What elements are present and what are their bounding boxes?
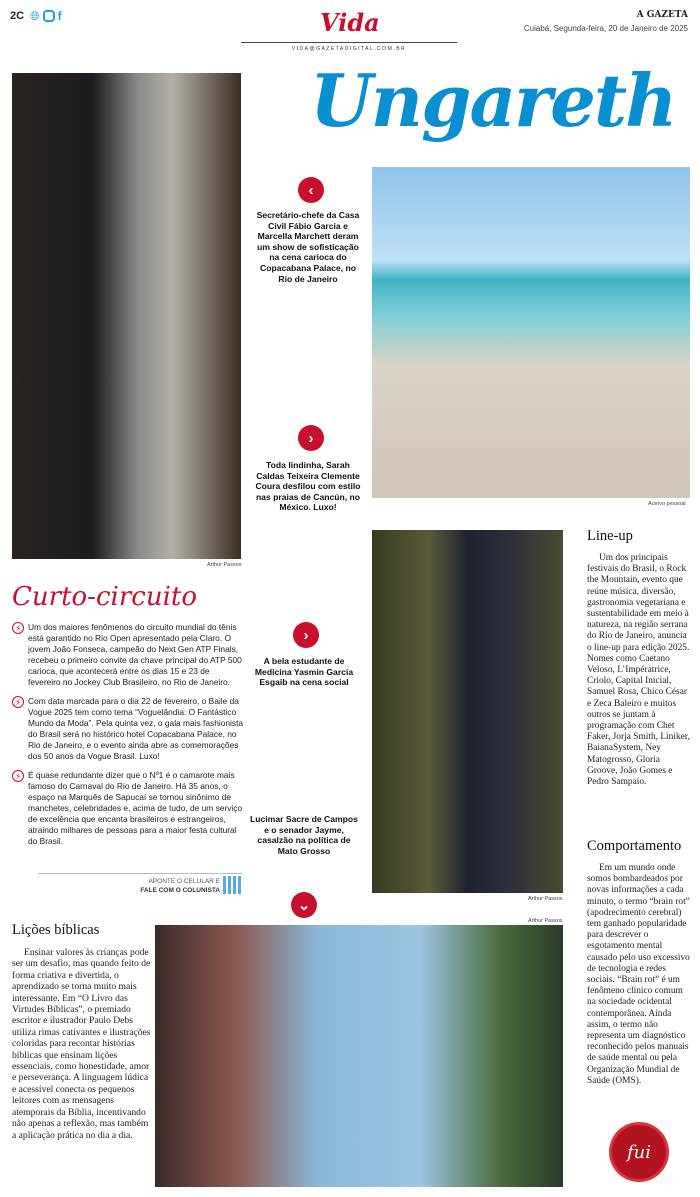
comportamento-title: Comportamento: [587, 838, 682, 854]
comportamento: [587, 838, 692, 1087]
page-number: 2C: [10, 10, 25, 22]
licoes-biblicas: [12, 922, 152, 1141]
photo-couple-politics: [155, 925, 563, 1187]
newspaper-logo: A GAZETA: [636, 10, 688, 20]
comportamento-text: Em um mundo onde somos bombardeados por novas informações a cada minuto, o termo “brain rot” (apodrecimento cerebral) tem ganhado popularidade para descrever o esgotamento mental causado pelo uso excessivo de tecnologia e redes sociais. “Brain rot” é um fenômeno clínico comum na sociedade ocidental contemporânea. Ainda assim, o termo não representa um diagnóstico reconhecido pelos manuais de saúde mental ou pela Organização Mundial de Saúde (OMS).: [587, 863, 690, 1086]
arrow-right-icon: ›: [298, 425, 324, 451]
photo-caption: A bela estudante de Medicina Yasmin Garcia Esgaib na cena social: [254, 656, 354, 688]
section-title: Vida: [320, 8, 380, 37]
section-email[interactable]: VIDA@GAZETADIGITAL.COM.BR: [291, 46, 407, 52]
photo-couple-gala: [12, 73, 241, 559]
photo-credit: Arthur Passos: [528, 896, 563, 902]
arrow-left-icon: ‹: [298, 177, 324, 203]
arrow-right-icon: ›: [293, 622, 319, 648]
dateline: Cuiabá, Segunda-feira, 20 de Janeiro de 2025: [523, 24, 688, 33]
photo-caption: Toda lindinha, Sarah Caldas Teixeira Clemente Coura desfilou com estilo nas praias de Cancún, no México. Luxo!: [255, 460, 361, 513]
column-title: Ungareth: [310, 58, 676, 143]
globe-icon[interactable]: 🌐︎: [30, 9, 40, 23]
fui-seal: [612, 1125, 666, 1179]
arrow-down-icon: ⌄: [291, 892, 317, 918]
instagram-icon[interactable]: [43, 10, 55, 22]
qr-code[interactable]: [223, 876, 241, 894]
photo-student: [372, 530, 563, 893]
lineup: [587, 528, 692, 788]
photo-credit: Arthur Passos: [528, 918, 563, 924]
qr-prompt: APONTE O CELULAR E: [148, 878, 220, 885]
news-item: ⚡︎ É quase redundante dizer que o Nº1 é o camarote mais famoso do Carnaval do Rio de Janeiro. Há 35 anos, o espaço na Marquês de Sapucaí se tornou sinônimo de manchetes, celebridades e, acima de tudo, de um serviço de excelência que encanta brasileiros e estrangeiros, atraindo milhares de pessoas para a maior festa cultural do Brasil.: [12, 770, 244, 847]
lineup-text: Um dos principais festivais do Brasil, o Rock the Mountain, evento que reúne música, diversão, gastronomia vegetariana e sustentabilidade em meio à natureza, na região serrana do Rio de Janeiro, anuncia o line-up para edição 2025. Nomes como Caetano Veloso, L’Impératrice, Criolo, Capital Inicial, Samuel Rosa, Chico César e Zeca Baleiro e muitos outros se juntam à programação com Chet Faker, Jorja Smith, Liniker, BaianaSystem, Ney Matogrosso, Gloria Groove, João Gomes e Pedro Sampaio.: [587, 553, 690, 788]
curto-circuito: [12, 582, 244, 855]
lightning-icon: ⚡︎: [12, 696, 24, 708]
news-item: ⚡︎ Um dos maiores fenômenos do circuito mundial do tênis está garantido no Rio Open apresentado pela Claro. O jovem João Fonseca, campeão do Next Gen ATP Finals, recebeu o primeiro convite da chave principal do ATP 500 carioca, que acontecerá entre os dias 15 e 23 de fevereiro no Jockey Club Brasileiro, no Rio de Janeiro.: [12, 622, 244, 688]
header-rule: [241, 42, 457, 43]
lineup-title: Line-up: [587, 528, 633, 544]
news-item: ⚡︎ Com data marcada para o dia 22 de fevereiro, o Baile da Vogue 2025 tem como tema “Voguelândia: O Fantástico Mundo da Moda”. Pela quinta vez, o gala mais fashionista do Brasil será no histórico hotel Copacabana Palace, no Rio de Janeiro, e o evento ainda abre as comemorações dos 50 anos da Vogue Brasil. Luxo!: [12, 696, 244, 762]
photo-credit: Arthur Passos: [207, 562, 242, 568]
photo-caption: Lucimar Sacre de Campos e o senador Jayme, casalzão na política de Mato Grosso: [250, 814, 358, 856]
qr-prompt-bold: FALE COM O COLUNISTA: [140, 887, 220, 894]
lightning-icon: ⚡︎: [12, 622, 24, 634]
photo-credit: Acervo pessoal: [648, 501, 686, 507]
licoes-text: Ensinar valores às crianças pode ser um desafio, mas quando feito de forma criativa e divertida, o aprendizado se torna muito mais interessante. Em “O Livro das Virtudes Bíblicas”, o premiado escritor e ilustrador Paulo Debs utiliza rimas cativantes e ilustrações coloridas para recontar histórias bíblicas que ensinam lições essenciais, como honestidade, amor e perseverança. A linguagem lúdica e acessível conecta os pequenos leitores com as mensagens atemporais da Bíblia, incentivando não apenas a reflexão, mas também a aplicação prática no dia a dia.: [12, 947, 151, 1141]
divider: [38, 873, 242, 874]
seal-text: fui: [626, 1141, 651, 1163]
licoes-title: Lições bíblicas: [12, 922, 100, 938]
photo-child-beach: [372, 167, 690, 498]
facebook-icon[interactable]: f: [57, 9, 62, 23]
lightning-icon: ⚡︎: [12, 770, 24, 782]
curto-circuito-title: Curto-circuito: [12, 582, 197, 612]
photo-caption: Secretário-chefe da Casa Civil Fábio Garcia e Marcella Marchett deram um show de sofisticação na cena carioca do Copacabana Palace, no Rio de Janeiro: [256, 210, 360, 284]
